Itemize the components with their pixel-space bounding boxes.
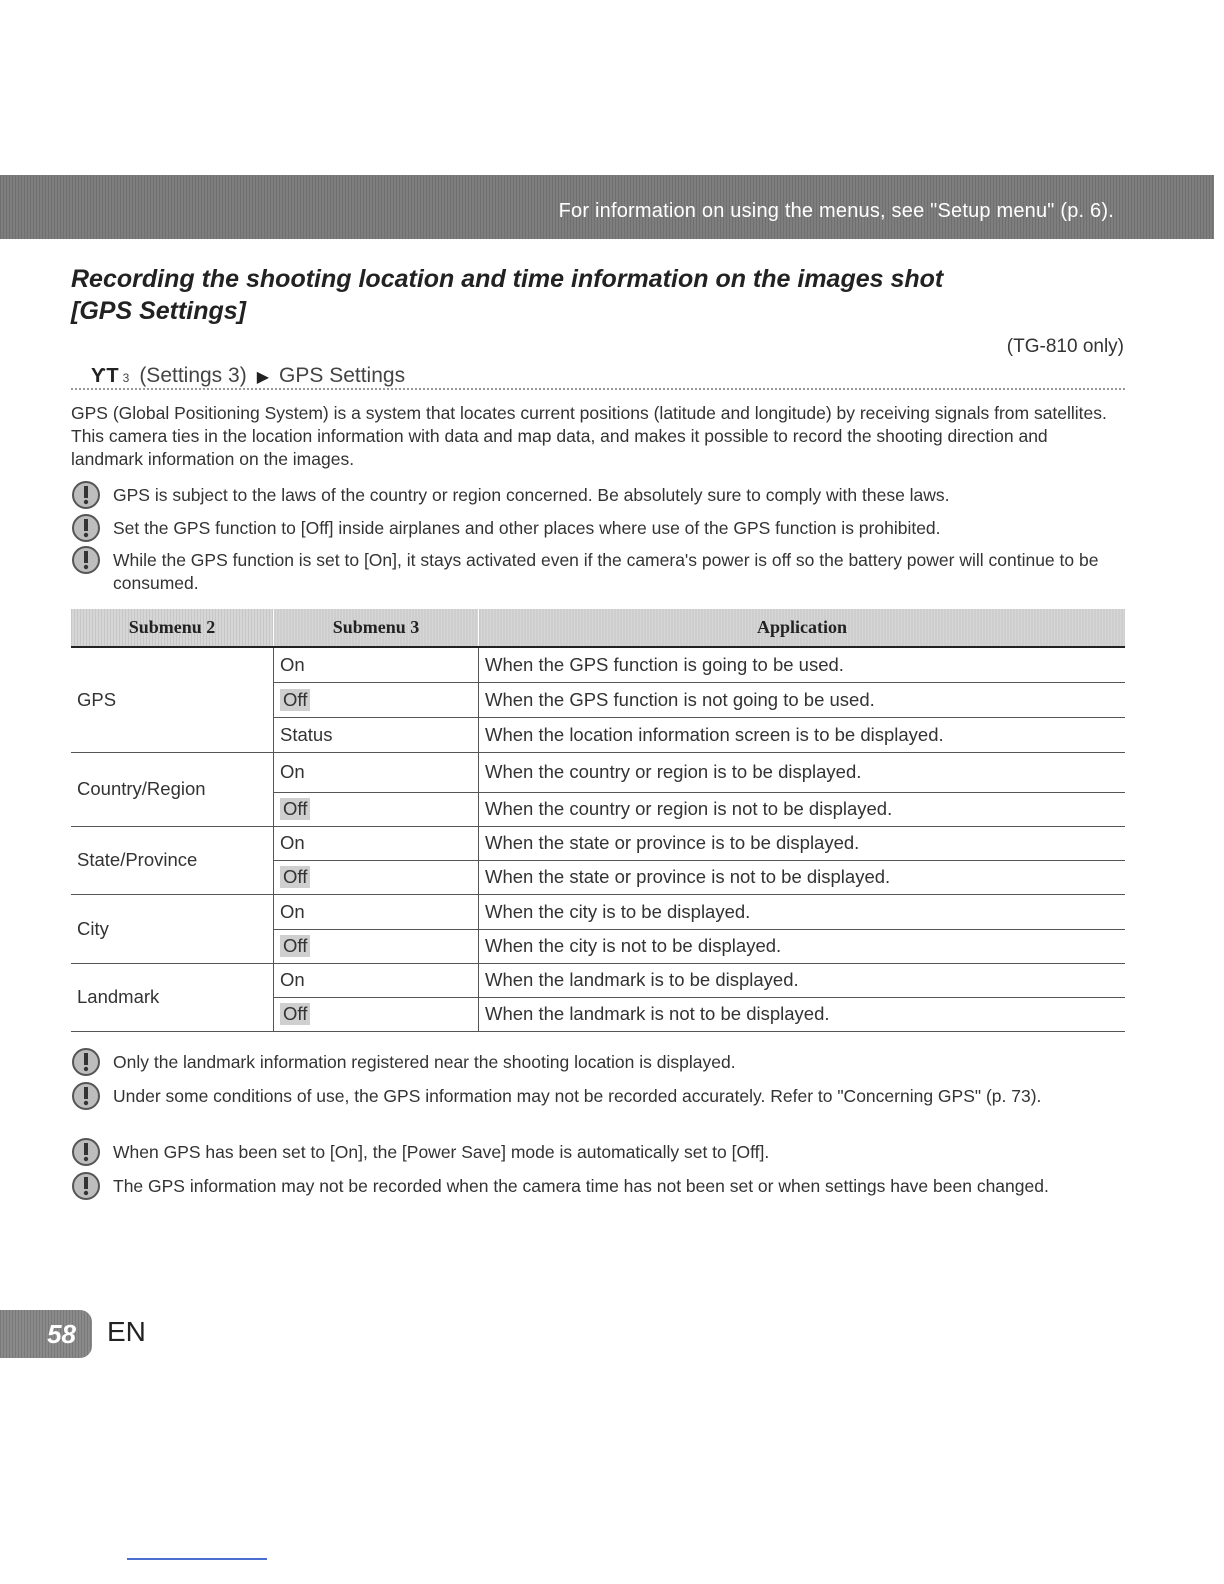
intro-paragraph: GPS (Global Positioning System) is a system that locates current positions (latitude and longitude) by receiving signals from satellites. This camera ties in the location information with data and map data, and makes it possible to record the shooting direction and landmark information on the images. <box>71 403 1107 469</box>
gps-settings-table <box>71 609 1125 1032</box>
table-row <box>71 826 1125 860</box>
caution-note <box>71 1175 1121 1201</box>
application-cell: When the country or region is not to be displayed. <box>479 792 1126 826</box>
application-cell: When the state or province is not to be displayed. <box>479 860 1126 894</box>
application-cell: When the city is to be displayed. <box>479 894 1126 929</box>
off-option: Off <box>280 689 310 711</box>
note-text: Under some conditions of use, the GPS information may not be recorded accurately. Refer to "Concerning GPS" (p. 73). <box>113 1086 1042 1106</box>
page-number: 58 <box>47 1318 76 1349</box>
note-text: When GPS has been set to [On], the [Power Save] mode is automatically set to [Off]. <box>113 1142 770 1162</box>
caution-note <box>71 1085 1121 1111</box>
submenu-3-cell: On <box>274 647 479 682</box>
banner-text: For information on using the menus, see "Setup menu" (p. 6). <box>558 199 1114 222</box>
header-application: Application <box>479 609 1126 647</box>
off-option: Off <box>280 798 310 820</box>
caution-icon <box>71 1047 101 1077</box>
application-cell: When the landmark is not to be displayed. <box>479 997 1126 1031</box>
submenu-3-cell: On <box>274 752 479 792</box>
page-title <box>71 263 1071 327</box>
header-banner <box>0 175 1214 239</box>
submenu-3-cell <box>274 860 479 894</box>
header-submenu-3: Submenu 3 <box>274 609 479 647</box>
language-label: EN <box>107 1316 146 1347</box>
note-text: Set the GPS function to [Off] inside airplanes and other places where use of the GPS function is prohibited. <box>113 518 941 538</box>
application-cell: When the country or region is to be displayed. <box>479 752 1126 792</box>
off-option: Off <box>280 935 310 957</box>
off-option: Off <box>280 866 310 888</box>
caution-icon <box>71 1171 101 1201</box>
submenu-3-cell <box>274 929 479 963</box>
menu-path <box>71 360 1125 390</box>
page-number-tab <box>0 1310 92 1358</box>
submenu-3-cell <box>274 792 479 826</box>
caution-note <box>71 1051 1121 1077</box>
application-cell: When the landmark is to be displayed. <box>479 963 1126 997</box>
table-row <box>71 647 1125 682</box>
caution-note <box>71 1141 1121 1167</box>
submenu-3-cell <box>274 682 479 717</box>
menu-path-settings-label: (Settings 3) <box>139 364 247 387</box>
title-line-2: [GPS Settings] <box>71 297 247 325</box>
table-row <box>71 752 1125 792</box>
caution-note <box>71 484 1121 510</box>
note-text: The GPS information may not be recorded when the camera time has not been set or when settings have been changed. <box>113 1176 1049 1196</box>
note-text: GPS is subject to the laws of the country or region concerned. Be absolutely sure to comply with these laws. <box>113 485 950 505</box>
caution-note <box>71 517 1121 543</box>
table-row <box>71 894 1125 929</box>
bottom-rule <box>127 1558 267 1560</box>
caution-icon <box>71 1081 101 1111</box>
note-text: Only the landmark information registered near the shooting location is displayed. <box>113 1052 736 1072</box>
table-row <box>71 963 1125 997</box>
submenu-2-cell: Landmark <box>71 963 274 1031</box>
settings-icon-number: 3 <box>122 371 130 385</box>
off-option: Off <box>280 1003 310 1025</box>
menu-path-item-label: GPS Settings <box>279 364 406 387</box>
submenu-2-cell: City <box>71 894 274 963</box>
note-text: While the GPS function is set to [On], it stays activated even if the camera's power is off so the battery power will continue to be consumed. <box>113 550 1099 593</box>
model-note: (TG-810 only) <box>1006 336 1124 357</box>
caution-note <box>71 549 1121 595</box>
table-header-row <box>71 609 1125 647</box>
submenu-2-cell: Country/Region <box>71 752 274 826</box>
caution-icon <box>71 513 101 543</box>
application-cell: When the GPS function is not going to be used. <box>479 682 1126 717</box>
caution-icon <box>71 480 101 510</box>
submenu-3-cell: Status <box>274 717 479 752</box>
application-cell: When the state or province is to be displayed. <box>479 826 1126 860</box>
application-cell: When the city is not to be displayed. <box>479 929 1126 963</box>
submenu-3-cell: On <box>274 826 479 860</box>
application-cell: When the GPS function is going to be used. <box>479 647 1126 682</box>
submenu-3-cell: On <box>274 963 479 997</box>
submenu-2-cell: GPS <box>71 647 274 752</box>
application-cell: When the location information screen is to be displayed. <box>479 717 1126 752</box>
header-submenu-2: Submenu 2 <box>71 609 274 647</box>
submenu-3-cell <box>274 997 479 1031</box>
arrow-right-icon: ▶ <box>256 369 270 386</box>
title-line-1: Recording the shooting location and time information on the images shot <box>71 265 944 293</box>
caution-icon <box>71 1137 101 1167</box>
submenu-3-cell: On <box>274 894 479 929</box>
submenu-2-cell: State/Province <box>71 826 274 894</box>
settings-icon: ƳT <box>91 365 119 387</box>
caution-icon <box>71 545 101 575</box>
